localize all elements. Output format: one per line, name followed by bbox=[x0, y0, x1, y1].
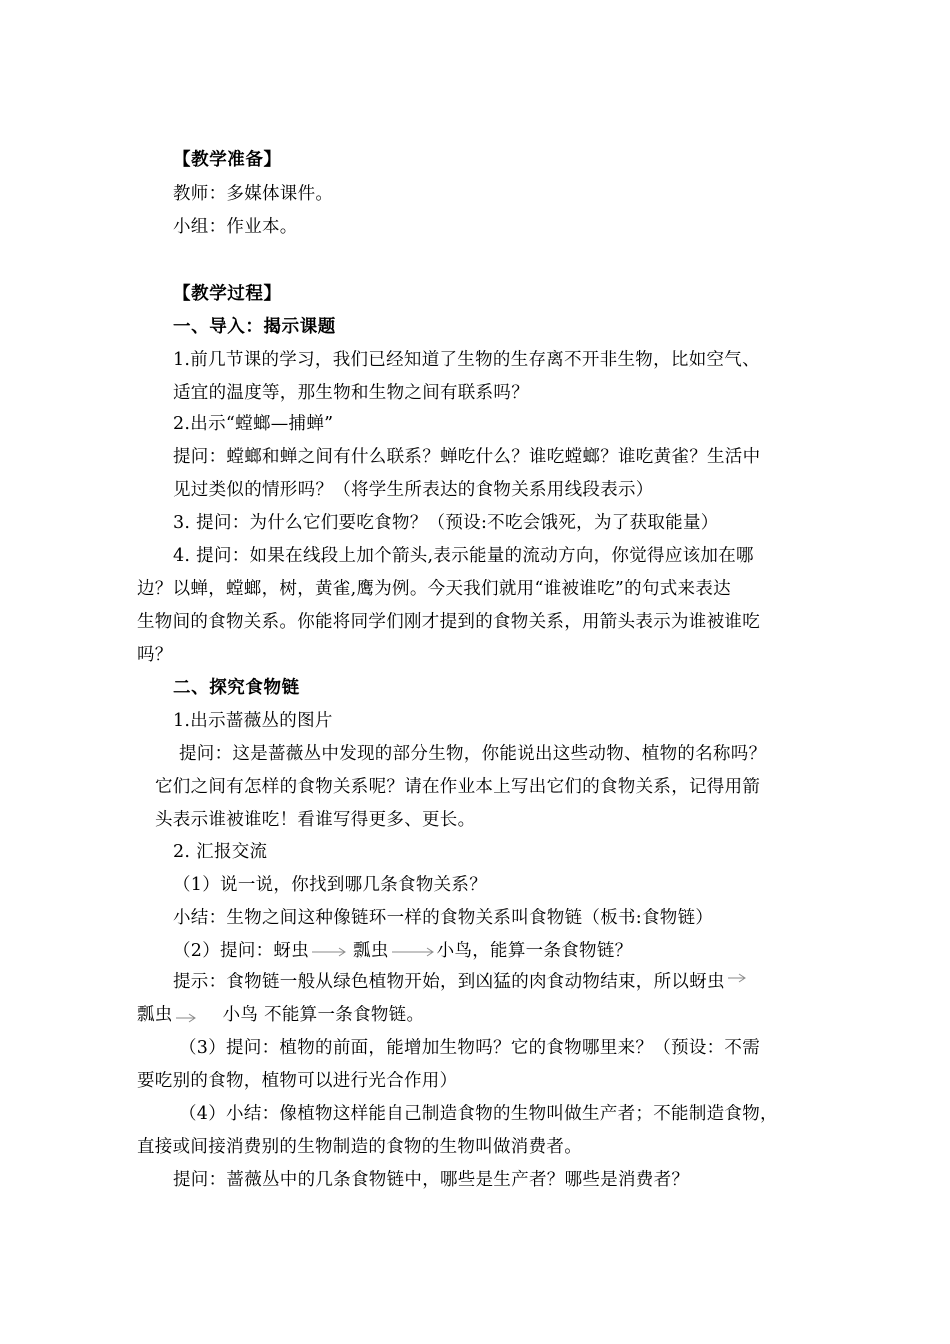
text-segment: 小鸟，能算一条食物链？ bbox=[436, 941, 633, 961]
paragraph-line: 适宜的温度等，那生物和生物之间有联系吗？ bbox=[173, 383, 529, 403]
text-segment: 小鸟 不能算一条食物链。 bbox=[222, 1005, 425, 1025]
paragraph-line: 小结：生物之间这种像链环一样的食物关系叫食物链（板书:食物链） bbox=[173, 908, 714, 928]
paragraph-line: 要吃别的食物，植物可以进行光合作用） bbox=[137, 1071, 458, 1091]
paragraph-line: 它们之间有怎样的食物关系呢？请在作业本上写出它们的食物关系，记得用箭 bbox=[155, 777, 761, 797]
part1-title: 一、导入：揭示课题 bbox=[173, 317, 336, 337]
arrow-icon bbox=[175, 1013, 197, 1023]
paragraph-line: 提问：螳螂和蝉之间有什么联系？蝉吃什么？谁吃螳螂？谁吃黄雀？生活中 bbox=[173, 447, 761, 467]
paragraph-line: 2. 汇报交流 bbox=[173, 842, 268, 862]
paragraph-line: 1.出示蔷薇丛的图片 bbox=[173, 711, 333, 731]
text-segment: （2）提问：蚜虫 bbox=[173, 941, 310, 961]
process-heading: 【教学过程】 bbox=[173, 284, 282, 304]
paragraph-line: 边？以蝉，螳螂，树，黄雀,鹰为例。今天我们就用“谁被谁吃”的句式来表达 bbox=[137, 579, 731, 599]
paragraph-line: 生物间的食物关系。你能将同学们刚才提到的食物关系，用箭头表示为谁被谁吃 bbox=[137, 612, 760, 632]
paragraph-line: 提问：蔷薇丛中的几条食物链中，哪些是生产者？哪些是消费者？ bbox=[173, 1170, 690, 1190]
prep-heading: 【教学准备】 bbox=[173, 150, 282, 170]
food-chain-question-line bbox=[173, 939, 632, 963]
arrow-icon bbox=[311, 947, 347, 957]
paragraph-line: 1.前几节课的学习，我们已经知道了生物的生存离不开非生物，比如空气、 bbox=[173, 350, 760, 370]
paragraph-line: （1）说一说，你找到哪几条食物关系？ bbox=[173, 875, 488, 895]
paragraph-line: 吗？ bbox=[137, 645, 173, 665]
paragraph-line bbox=[173, 970, 749, 994]
paragraph-line bbox=[137, 1003, 424, 1027]
arrow-icon bbox=[727, 973, 747, 983]
paragraph-line: 3. 提问：为什么它们要吃食物？（预设:不吃会饿死，为了获取能量） bbox=[173, 513, 719, 533]
paragraph-line: 提问：这是蔷薇丛中发现的部分生物，你能说出这些动物、植物的名称吗？ bbox=[179, 744, 767, 764]
text-segment: 瓢虫 bbox=[137, 1005, 173, 1025]
text-segment: 瓢虫 bbox=[353, 941, 389, 961]
paragraph-line: （4）小结：像植物这样能自己制造食物的生物叫做生产者；不能制造食物， bbox=[179, 1104, 778, 1124]
paragraph-line: 见过类似的情形吗？（将学生所表达的食物关系用线段表示） bbox=[173, 480, 654, 500]
paragraph-line: 头表示谁被谁吃！看谁写得更多、更长。 bbox=[155, 810, 476, 830]
prep-group: 小组：作业本。 bbox=[173, 217, 298, 237]
prep-teacher: 教师：多媒体课件。 bbox=[173, 184, 334, 204]
text-segment: 提示：食物链一般从绿色植物开始，到凶猛的肉食动物结束，所以蚜虫 bbox=[173, 972, 725, 992]
paragraph-line: （3）提问：植物的前面，能增加生物吗？它的食物哪里来？（预设：不需 bbox=[179, 1038, 761, 1058]
paragraph-line: 直接或间接消费别的生物制造的食物的生物叫做消费者。 bbox=[137, 1137, 582, 1157]
paragraph-line: 2.出示“螳螂—捕蝉” bbox=[173, 414, 334, 434]
paragraph-line: 4. 提问：如果在线段上加个箭头,表示能量的流动方向，你觉得应该加在哪 bbox=[173, 546, 754, 566]
arrow-icon bbox=[391, 947, 435, 957]
part2-title: 二、探究食物链 bbox=[173, 678, 300, 698]
